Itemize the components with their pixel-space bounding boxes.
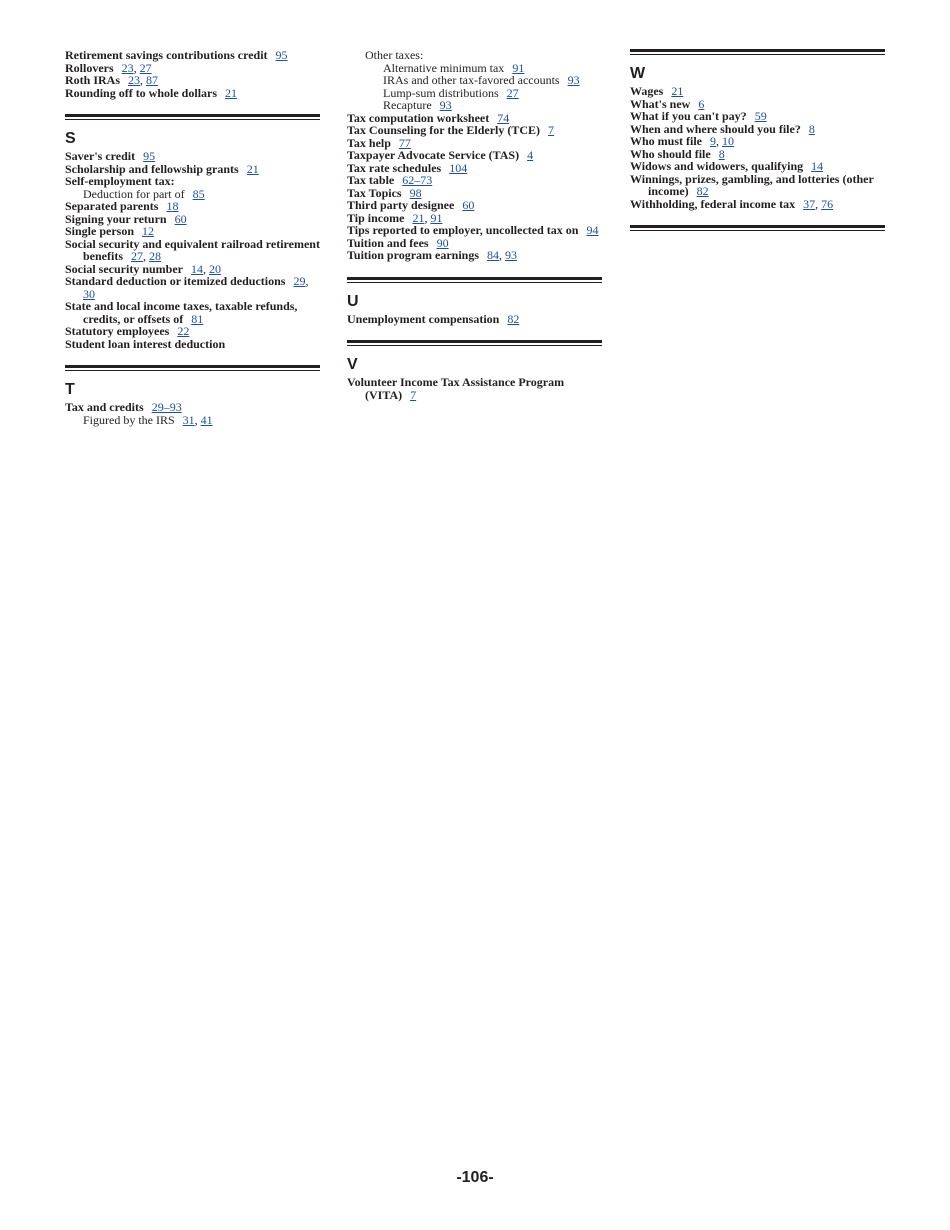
page-link[interactable]: 60 bbox=[174, 211, 187, 226]
index-entry bbox=[65, 275, 320, 300]
page-refs bbox=[527, 148, 533, 162]
page-link[interactable]: 8 bbox=[718, 146, 725, 161]
page-refs: 23, 27 bbox=[121, 60, 152, 75]
index-entry bbox=[65, 87, 320, 100]
index-term: Volunteer Income Tax Assistance Program (VITA) bbox=[347, 375, 565, 402]
page-link[interactable]: 4 bbox=[527, 148, 534, 162]
index-term: Taxpayer Advocate Service (TAS) bbox=[347, 148, 520, 162]
index-term: What if you can't pay? bbox=[630, 109, 747, 123]
page-refs bbox=[507, 312, 519, 326]
page-link[interactable]: 95 bbox=[275, 48, 288, 62]
section-divider bbox=[630, 49, 885, 55]
page-refs bbox=[247, 162, 259, 176]
index-column-2 bbox=[347, 49, 602, 401]
page-link[interactable]: 41 bbox=[200, 412, 213, 427]
index-entry bbox=[65, 238, 320, 263]
page-link[interactable]: 98 bbox=[409, 185, 422, 200]
page-link[interactable]: 93 bbox=[505, 248, 518, 262]
index-term: Who must file bbox=[630, 134, 702, 148]
page-link[interactable]: 90 bbox=[436, 235, 449, 250]
index-term: Social security number bbox=[65, 261, 183, 276]
index-term: Third party designee bbox=[347, 198, 455, 212]
page-link[interactable]: 93 bbox=[567, 73, 580, 87]
page-link[interactable]: 20 bbox=[209, 261, 221, 276]
index-term: Single person bbox=[65, 224, 135, 238]
index-term: Withholding, federal income tax bbox=[630, 196, 796, 211]
page-link[interactable]: 7 bbox=[548, 123, 555, 137]
page-link[interactable]: 77 bbox=[398, 135, 411, 150]
page-link[interactable]: 10 bbox=[722, 134, 734, 148]
index-term: Tax Counseling for the Elderly (TCE) bbox=[347, 123, 541, 137]
page-link[interactable]: 37 bbox=[803, 196, 816, 211]
page-refs: 27, 28 bbox=[131, 249, 161, 263]
page-link[interactable]: 95 bbox=[143, 149, 156, 163]
page-link[interactable]: 82 bbox=[507, 311, 520, 326]
page-link[interactable]: 31 bbox=[182, 412, 195, 427]
page-link[interactable]: 94 bbox=[586, 223, 599, 237]
page-link[interactable]: 27 bbox=[131, 249, 143, 263]
page-link[interactable]: 9 bbox=[710, 134, 716, 148]
page-refs bbox=[193, 187, 205, 201]
page-link[interactable]: 12 bbox=[142, 224, 155, 238]
index-term: Saver's credit bbox=[65, 149, 136, 163]
page-refs bbox=[568, 73, 580, 87]
page-link[interactable]: 93 bbox=[439, 98, 452, 112]
index-entry bbox=[65, 338, 320, 351]
index-term: Retirement savings contributions credit bbox=[65, 48, 268, 62]
page-link[interactable]: 76 bbox=[821, 196, 834, 211]
index-term: Wages bbox=[630, 84, 664, 98]
page-refs: 29, 30 bbox=[83, 274, 309, 301]
page-link[interactable]: 59 bbox=[754, 109, 767, 123]
page-refs bbox=[225, 86, 237, 100]
index-term: Rounding off to whole dollars bbox=[65, 85, 218, 100]
page-link[interactable]: 91 bbox=[512, 60, 525, 75]
page-number: -106- bbox=[456, 1169, 494, 1186]
index-term: Tax Topics bbox=[347, 185, 402, 200]
index-term: Recapture bbox=[383, 98, 432, 112]
page-refs: 37, 76 bbox=[803, 196, 834, 211]
page-link[interactable]: 104 bbox=[449, 160, 468, 175]
page-refs: 14, 20 bbox=[191, 261, 221, 276]
index-term: Self-employment tax: bbox=[65, 174, 175, 188]
index-term: Other taxes: bbox=[365, 48, 424, 62]
page-link[interactable]: 27 bbox=[139, 60, 152, 75]
page-link[interactable]: 28 bbox=[149, 249, 161, 263]
index-term: Tuition program earnings bbox=[347, 248, 480, 262]
section-letter: V bbox=[347, 356, 358, 373]
page-refs bbox=[449, 161, 467, 175]
page-link[interactable]: 21 bbox=[412, 210, 425, 225]
page-refs bbox=[191, 312, 203, 326]
index-term: Tax computation worksheet bbox=[347, 110, 490, 125]
index-term: State and local income taxes, taxable refunds, credits, or offsets of bbox=[65, 299, 298, 326]
page-refs bbox=[462, 198, 474, 212]
page-link[interactable]: 29 bbox=[293, 274, 306, 288]
page-link[interactable]: 23 bbox=[121, 60, 134, 75]
page-link[interactable]: 62–73 bbox=[402, 173, 433, 187]
section-divider bbox=[347, 340, 602, 346]
index-term: Separated parents bbox=[65, 199, 159, 213]
index-entry bbox=[630, 198, 885, 211]
index-term: Scholarship and fellowship grants bbox=[65, 161, 239, 176]
page-refs bbox=[809, 122, 815, 136]
index-term: Deduction for part of bbox=[83, 186, 185, 201]
index-term: Widows and widowers, qualifying bbox=[630, 159, 804, 173]
index-term: Tax rate schedules bbox=[347, 160, 442, 175]
page-link[interactable]: 7 bbox=[410, 387, 417, 402]
page-link[interactable]: 84 bbox=[487, 248, 500, 262]
page-link[interactable]: 14 bbox=[811, 159, 824, 173]
index-term: Rollovers bbox=[65, 60, 114, 75]
section-divider bbox=[630, 225, 885, 231]
index-term: Statutory employees bbox=[65, 324, 170, 338]
index-entry bbox=[630, 173, 885, 198]
page-link[interactable]: 85 bbox=[192, 186, 205, 201]
index-term: Tax help bbox=[347, 135, 391, 150]
index-column-1 bbox=[65, 49, 320, 426]
page-link[interactable]: 82 bbox=[696, 184, 709, 198]
page-link[interactable]: 87 bbox=[146, 73, 159, 87]
page-refs: 9, 10 bbox=[710, 134, 734, 148]
index-term: Tax and credits bbox=[65, 400, 144, 414]
index-term: Unemployment compensation bbox=[347, 311, 500, 326]
page-link[interactable]: 18 bbox=[166, 199, 179, 213]
index-entry bbox=[347, 376, 602, 401]
index-entry bbox=[65, 300, 320, 325]
page-link[interactable]: 21 bbox=[225, 85, 238, 100]
index-term: Tax table bbox=[347, 173, 395, 187]
index-term: Who should file bbox=[630, 146, 711, 161]
index-entry bbox=[347, 249, 602, 262]
section-divider bbox=[65, 114, 320, 120]
index-term: Lump-sum distributions bbox=[383, 85, 499, 100]
section-letter: S bbox=[65, 130, 76, 147]
section-divider bbox=[347, 277, 602, 283]
section-letter: U bbox=[347, 292, 359, 310]
index-entry bbox=[347, 313, 602, 326]
index-term: IRAs and other tax-favored accounts bbox=[383, 73, 560, 87]
page-link[interactable]: 81 bbox=[191, 311, 204, 326]
page-refs: 31, 41 bbox=[182, 412, 213, 427]
index-entry bbox=[65, 414, 320, 427]
page-link[interactable]: 21 bbox=[246, 161, 259, 176]
page-link[interactable]: 6 bbox=[698, 96, 705, 111]
index-term: Winnings, prizes, gambling, and lotteries (other income) bbox=[630, 171, 874, 198]
index-term: Tip income bbox=[347, 210, 405, 225]
index-term: Figured by the IRS bbox=[83, 412, 175, 427]
index-term: Tuition and fees bbox=[347, 235, 429, 250]
page-link[interactable]: 23 bbox=[128, 73, 141, 87]
page-refs bbox=[175, 212, 187, 226]
page-refs bbox=[507, 86, 519, 100]
page-refs: 23, 87 bbox=[128, 73, 159, 87]
index-column-3 bbox=[630, 49, 885, 231]
page-refs bbox=[410, 388, 416, 402]
page-link[interactable]: 74 bbox=[497, 110, 510, 125]
page-refs: 21, 91 bbox=[412, 210, 443, 225]
page-refs: 84, 93 bbox=[487, 248, 518, 262]
page-link[interactable]: 21 bbox=[671, 84, 684, 98]
page-link[interactable]: 60 bbox=[462, 198, 475, 212]
page-link[interactable]: 27 bbox=[506, 85, 519, 100]
index-term: Student loan interest deduction bbox=[65, 336, 226, 351]
page-link[interactable]: 22 bbox=[177, 324, 190, 338]
index-term: Roth IRAs bbox=[65, 73, 121, 87]
index-term: Social security and equivalent railroad retirement benefits bbox=[65, 236, 320, 263]
page-link[interactable]: 29–93 bbox=[151, 400, 182, 414]
index-term: Standard deduction or itemized deductions bbox=[65, 274, 286, 288]
page-refs bbox=[586, 223, 598, 237]
page-refs bbox=[276, 48, 288, 62]
index-term: Signing your return bbox=[65, 211, 167, 226]
index-term: When and where should you file? bbox=[630, 121, 801, 136]
page-link[interactable]: 8 bbox=[808, 121, 815, 136]
section-letter: T bbox=[65, 381, 75, 398]
index-term: What's new bbox=[630, 96, 691, 111]
section-letter: W bbox=[630, 65, 646, 82]
index-term: Alternative minimum tax bbox=[383, 60, 505, 75]
page-link[interactable]: 30 bbox=[83, 286, 95, 301]
index-term: Tips reported to employer, uncollected tax on bbox=[347, 223, 579, 237]
page-link[interactable]: 91 bbox=[430, 210, 443, 225]
section-divider bbox=[65, 365, 320, 371]
page-link[interactable]: 14 bbox=[191, 261, 203, 276]
page-refs bbox=[548, 123, 554, 137]
